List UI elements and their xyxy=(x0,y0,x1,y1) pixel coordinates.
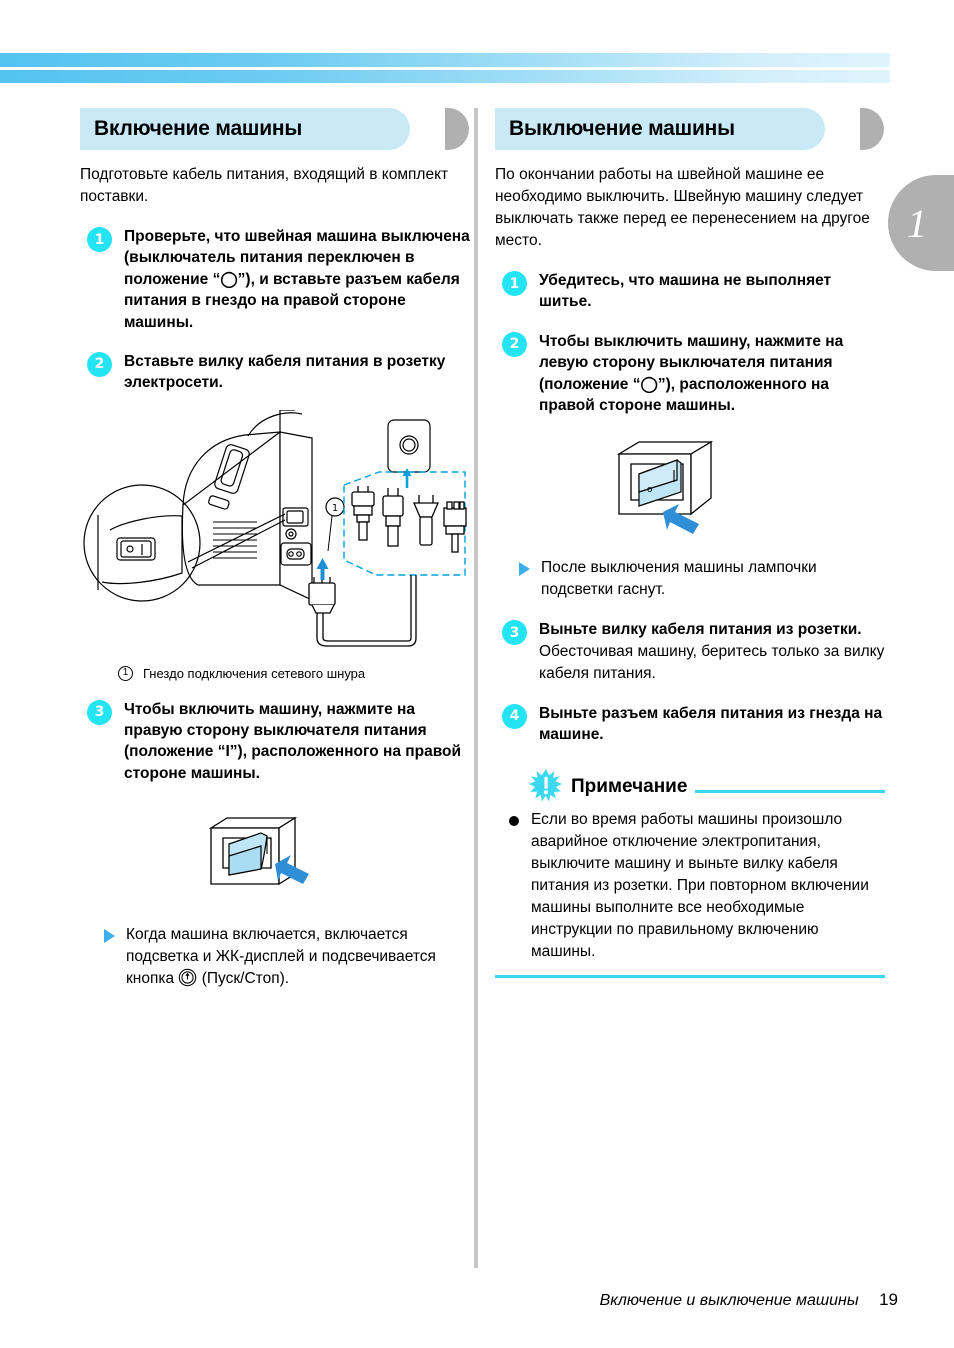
right-step-3-bold: Выньте вилку кабеля питания из розетки. xyxy=(539,621,862,639)
page-footer xyxy=(0,1290,898,1310)
left-section-header-knob xyxy=(425,108,469,150)
svg-text:1: 1 xyxy=(331,502,339,514)
footer-title: Включение и выключение машины xyxy=(599,1292,859,1309)
right-section-header-bar xyxy=(495,108,825,150)
machine-power-connection-figure xyxy=(80,410,470,660)
right-bullet-note xyxy=(495,557,885,601)
right-step-3-number: 3 xyxy=(502,620,527,645)
power-switch-off-figure xyxy=(495,434,885,539)
start-stop-button-icon xyxy=(178,968,197,994)
column-divider xyxy=(474,108,478,1268)
note-bullet-dot xyxy=(509,816,519,826)
left-bullet-note xyxy=(80,924,470,994)
note-body-text: Если во время работы машины произошло аварийное отключение электропитания, выключите машину и выньте вилку кабеля питания из розетки. При повторном включении машины выполните все необходимые инструкции по правильному включению машины. xyxy=(531,811,869,961)
left-step-1 xyxy=(80,226,470,333)
left-step-1-number: 1 xyxy=(87,227,112,252)
note-starburst-icon xyxy=(529,769,563,803)
top-bar-white-line xyxy=(0,67,890,70)
power-switch-on-figure xyxy=(80,806,470,906)
right-step-2 xyxy=(495,331,885,417)
triangle-bullet-icon xyxy=(519,562,530,576)
right-bullet-text: После выключения машины лампочки подсветки гаснут. xyxy=(541,559,817,599)
right-section-title: Выключение машины xyxy=(509,117,735,140)
left-step-1-text: Проверьте, что швейная машина выключена (выключатель питания переключен в положение “◯”), и вставьте разъем кабеля питания в гнездо на правой стороне машины. xyxy=(124,228,470,331)
left-step-2 xyxy=(80,351,470,394)
left-step-3-number: 3 xyxy=(87,700,112,725)
chapter-tab xyxy=(888,175,954,271)
right-step-4-bold: Выньте разъем кабеля питания из гнезда на машине. xyxy=(539,704,883,743)
note-box xyxy=(495,771,885,978)
right-intro-text: По окончании работы на швейной машине ее необходимо выключить. Швейную машину следует выключать также перед ее перенесением на другое место. xyxy=(495,166,870,249)
left-step-3-text: Чтобы включить машину, нажмите на правую сторону выключателя питания (положение “I”), расположенного на правой стороне машины. xyxy=(124,700,462,782)
chapter-tab-number: 1 xyxy=(907,200,927,246)
right-step-3-normal: Обесточивая машину, беритесь только за вилку кабеля питания. xyxy=(539,642,885,682)
left-section-title: Включение машины xyxy=(94,117,303,140)
right-step-2-text: Чтобы выключить машину, нажмите на левую сторону выключателя питания (положение “◯”), расположенного на правой стороне машины. xyxy=(539,332,844,414)
left-section-header-bar xyxy=(80,108,410,150)
left-step-2-text: Вставьте вилку кабеля питания в розетку электросети. xyxy=(124,352,446,392)
right-step-4-number: 4 xyxy=(502,704,527,729)
left-step-3 xyxy=(80,699,470,785)
left-intro-text: Подготовьте кабель питания, входящий в комплект поставки. xyxy=(80,166,449,205)
right-step-1 xyxy=(495,270,885,313)
right-step-2-number: 2 xyxy=(502,332,527,357)
left-section-header xyxy=(80,108,470,150)
right-column xyxy=(495,108,885,978)
note-header xyxy=(495,771,885,803)
figure-caption xyxy=(80,666,470,681)
left-bullet-tail: (Пуск/Стоп). xyxy=(201,970,290,988)
right-section-header xyxy=(495,108,885,150)
figure-caption-marker: 1 xyxy=(118,666,133,681)
svg-text:o: o xyxy=(647,485,653,496)
note-top-rule xyxy=(695,790,885,793)
footer-page-number: 19 xyxy=(879,1290,898,1309)
note-bottom-rule xyxy=(495,975,885,978)
right-step-4 xyxy=(495,703,885,746)
right-step-1-text: Убедитесь, что машина не выполняет шитье. xyxy=(539,272,832,311)
triangle-bullet-icon xyxy=(104,929,115,943)
rocker-switch-off-svg xyxy=(585,434,795,539)
top-decorative-bar xyxy=(0,53,890,83)
note-title: Примечание xyxy=(571,776,688,798)
left-column xyxy=(80,108,470,994)
left-step-2-number: 2 xyxy=(87,352,112,377)
note-body xyxy=(495,809,885,963)
machine-diagram-svg xyxy=(80,410,470,660)
right-step-1-number: 1 xyxy=(502,271,527,296)
left-bullet-text: Когда машина включается, включается подсветка и ЖК-дисплей и подсвечивается кнопка xyxy=(126,926,436,988)
right-section-header-knob xyxy=(840,108,884,150)
right-step-3 xyxy=(495,619,885,684)
figure-caption-text: Гнездо подключения сетевого шнура xyxy=(143,665,366,681)
rocker-switch-on-svg xyxy=(175,806,375,906)
